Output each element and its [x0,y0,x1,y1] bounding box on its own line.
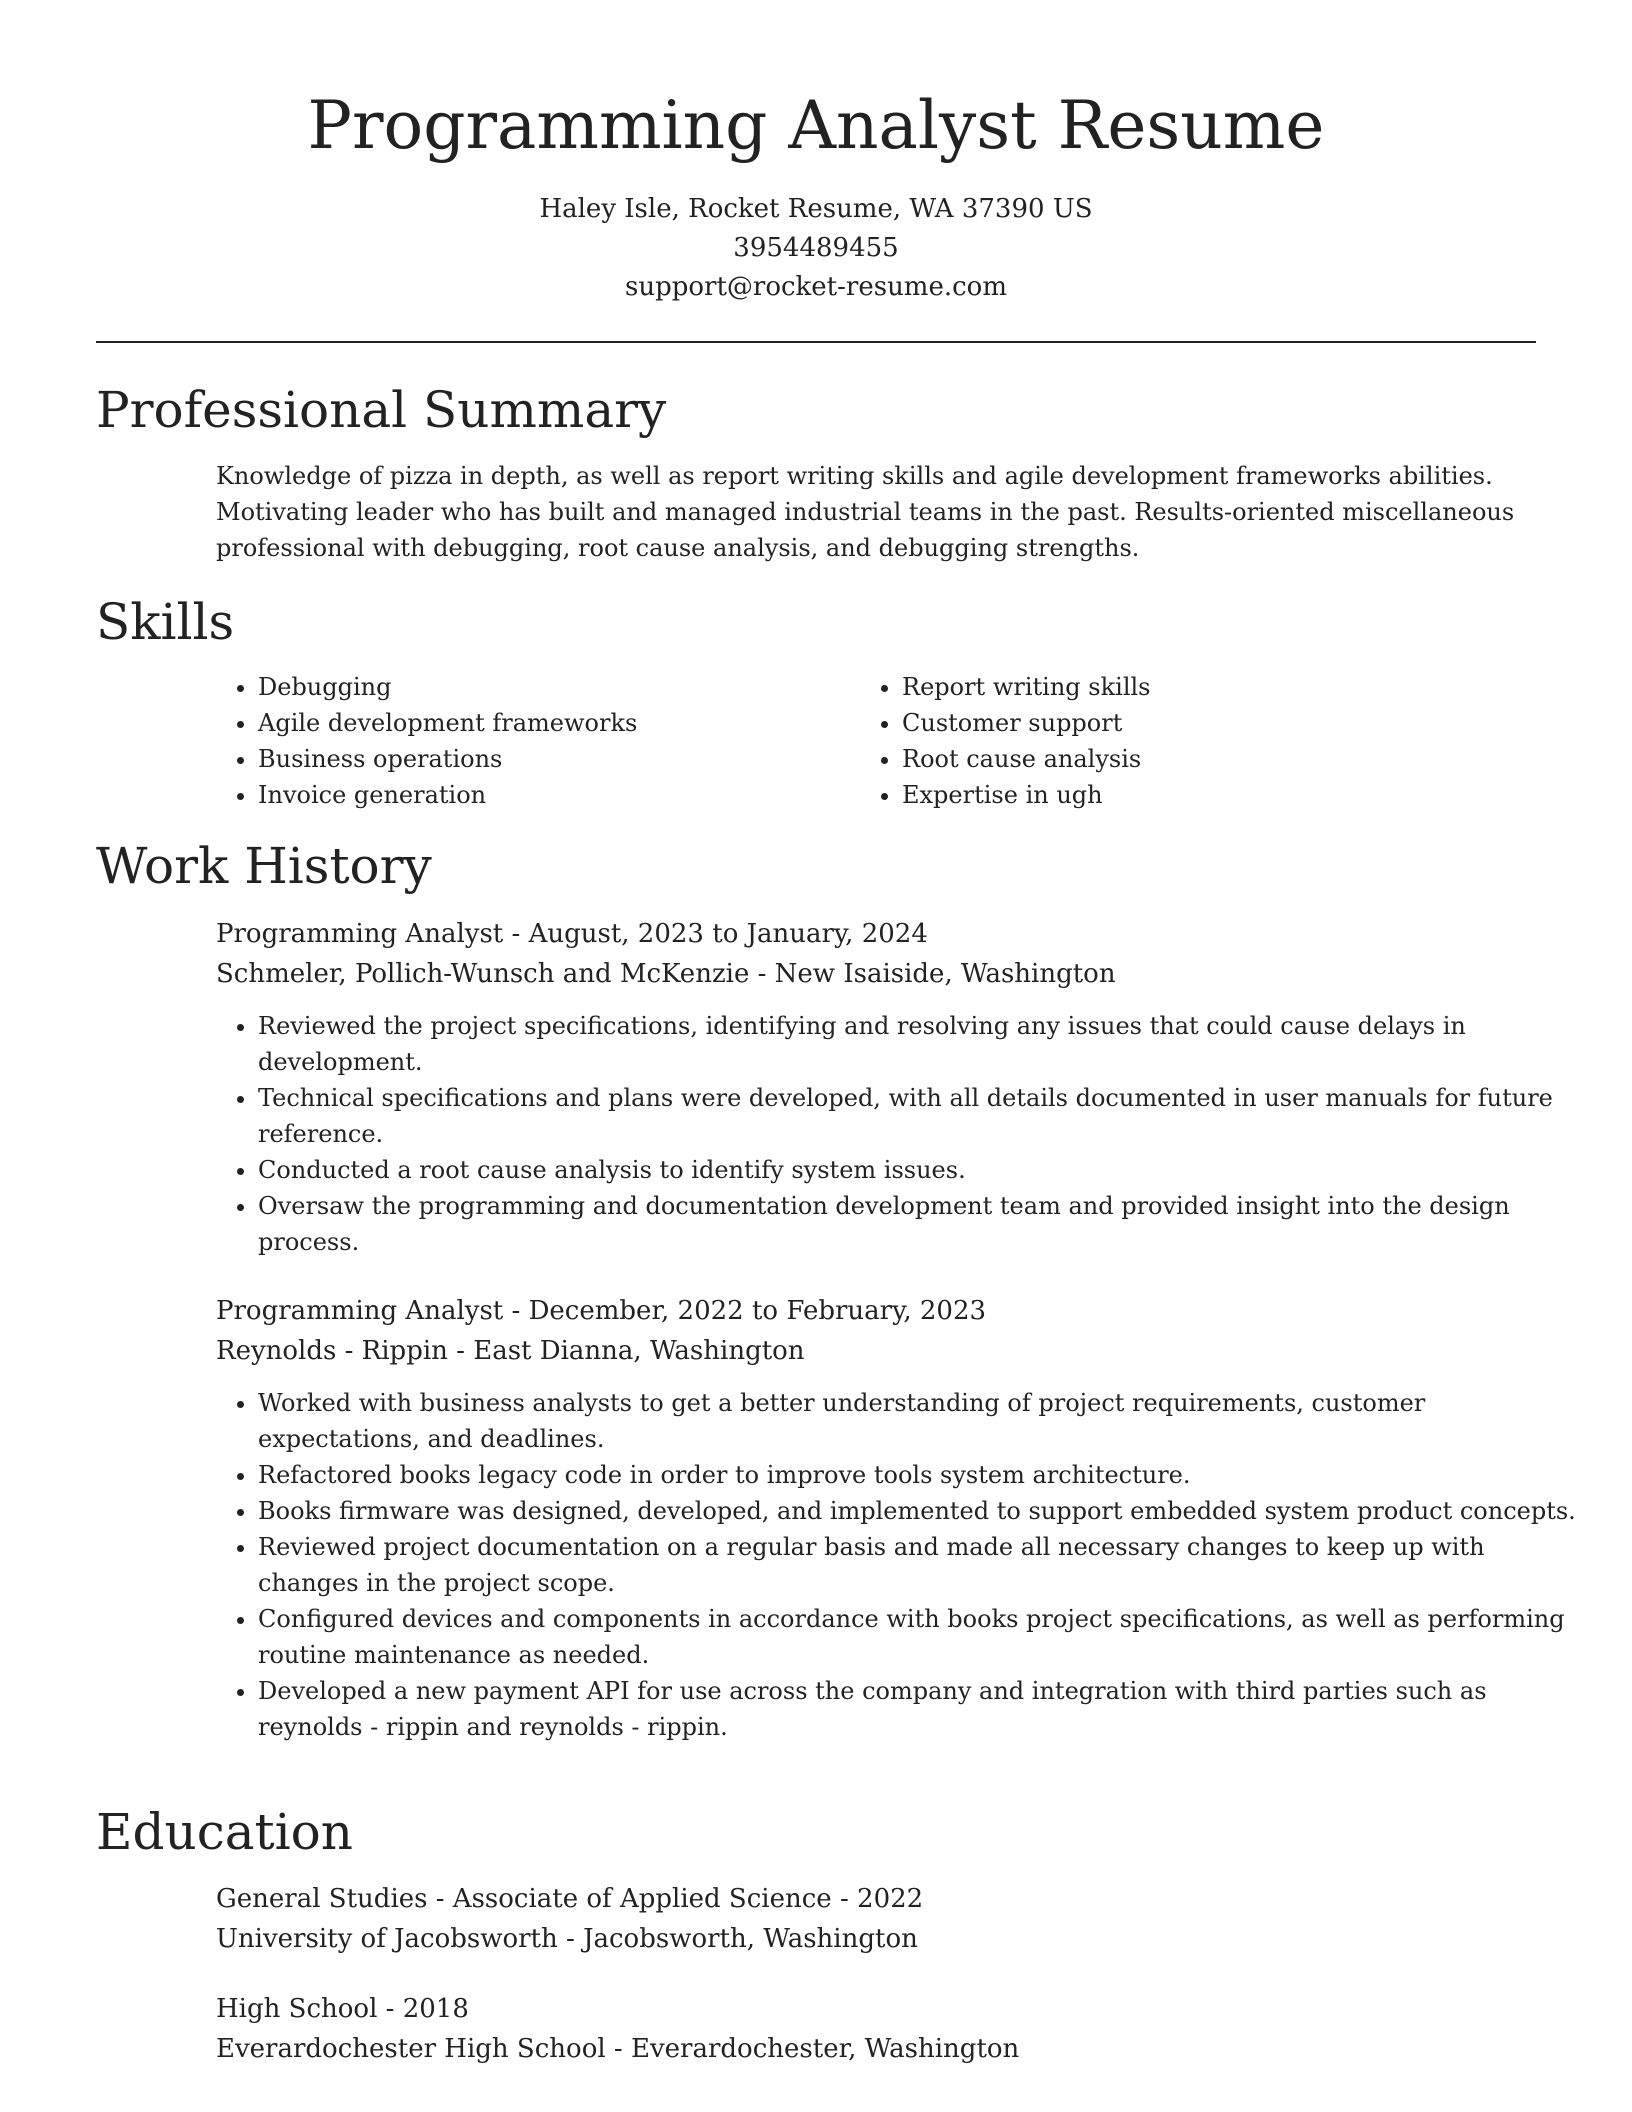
skills-heading: Skills [96,593,235,651]
job-bullet: • Books firmware was designed, developed, and implemented to support embedded system product concepts. [258,1493,1576,1529]
job-company-line: Reynolds - Rippin - East Dianna, Washington [216,1336,805,1366]
resume-header [96,84,1536,307]
job-bullet: • Refactored books legacy code in order to improve tools system architecture. [258,1457,1576,1493]
skill-item: • Agile development frameworks [258,705,818,741]
education-degree: General Studies - Associate of Applied Science [216,1884,832,1914]
skills-list-right [858,669,1502,813]
job-title: Programming Analyst [216,1296,504,1326]
job-dates: December, 2022 to February, 2023 [528,1296,987,1326]
skill-item: • Invoice generation [258,777,818,813]
education-degree-line: General Studies - Associate of Applied Science - 2022 [216,1884,924,1914]
job-bullets [214,1385,1576,1745]
skill-item: • Report writing skills [902,669,1502,705]
job-company-line: Schmeler, Pollich-Wunsch and McKenzie - New Isaiside, Washington [216,959,1116,989]
contact-email: support@rocket-resume.com [624,272,1007,302]
job-bullet: • Worked with business analysts to get a better understanding of project requirements, customer expectations, and deadlines. [258,1385,1576,1457]
education-year: 2018 [402,1994,469,2024]
job-company: Reynolds - Rippin [216,1336,448,1366]
education-location: Jacobsworth, Washington [583,1924,918,1954]
skill-item: • Root cause analysis [902,741,1502,777]
skill-item: • Debugging [258,669,818,705]
job-company: Schmeler, Pollich-Wunsch and McKenzie [216,959,750,989]
job-location: New Isaiside, Washington [774,959,1116,989]
summary-heading: Professional Summary [96,381,667,439]
job-title: Programming Analyst [216,919,504,949]
job-bullet: • Oversaw the programming and documentation development team and provided insight into the design process. [258,1188,1576,1260]
contact-address: Haley Isle, Rocket Resume, WA 37390 US [539,194,1093,224]
job-bullets [214,1008,1576,1260]
job-bullet: • Reviewed project documentation on a regular basis and made all necessary changes to keep up with changes in the project scope. [258,1529,1576,1601]
contact-info [96,190,1536,307]
education-degree-line: High School - 2018 [216,1994,469,2024]
education-school: Everardochester High School [216,2034,606,2064]
job-bullet: • Technical specifications and plans were developed, with all details documented in user manuals for future reference. [258,1080,1576,1152]
skill-item: • Business operations [258,741,818,777]
header-divider [96,341,1536,343]
education-school-line: University of Jacobsworth - Jacobsworth, Washington [216,1924,918,1954]
job-dates: August, 2023 to January, 2024 [528,919,928,949]
education-school-line: Everardochester High School - Everardochester, Washington [216,2034,1020,2064]
job-title-line: Programming Analyst - August, 2023 to January, 2024 [216,919,928,949]
contact-phone: 3954489455 [733,233,899,263]
skills-list-left [214,669,818,813]
education-location: Everardochester, Washington [631,2034,1020,2064]
skill-item: • Customer support [902,705,1502,741]
job-bullet: • Reviewed the project specifications, identifying and resolving any issues that could cause delays in development. [258,1008,1576,1080]
job-location: East Dianna, Washington [473,1336,805,1366]
job-bullet: • Configured devices and components in accordance with books project specifications, as well as performing routine maintenance as needed. [258,1601,1576,1673]
education-year: 2022 [857,1884,924,1914]
job-title-line: Programming Analyst - December, 2022 to February, 2023 [216,1296,987,1326]
resume-title: Programming Analyst Resume [307,87,1325,164]
work-heading: Work History [96,837,432,895]
summary-text: Knowledge of pizza in depth, as well as report writing skills and agile development frameworks abilities. Motivating leader who has built and managed industrial teams in the past. Results-oriented miscellaneous professional with debugging, root cause analysis, and debugging strengths. [216,462,1515,562]
job-bullet: • Developed a new payment API for use across the company and integration with third parties such as reynolds - rippin and reynolds - rippin. [258,1673,1576,1745]
education-heading: Education [96,1803,353,1861]
job-bullet: • Conducted a root cause analysis to identify system issues. [258,1152,1576,1188]
education-school: University of Jacobsworth [216,1924,558,1954]
skill-item: • Expertise in ugh [902,777,1502,813]
education-degree: High School [216,1994,378,2024]
